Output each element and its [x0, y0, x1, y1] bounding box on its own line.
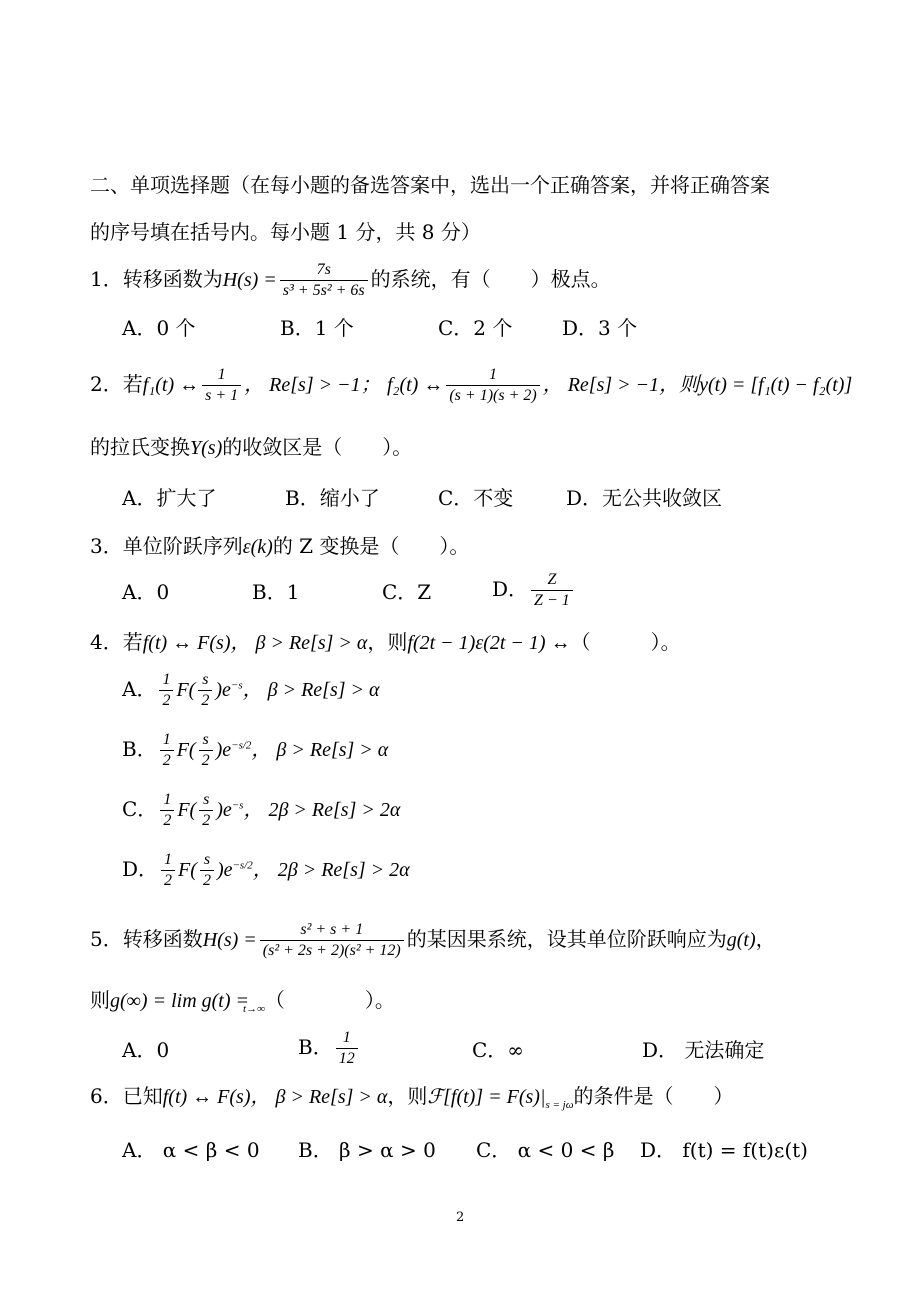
- q5-option-b: B． $\frac{1}{12}$: [298, 1030, 361, 1067]
- question-5-line2: 则$g(\infty) = \lim g(t) =_{t\to\infty}$（ ）。: [90, 988, 395, 1015]
- q6-option-c: C． α < 0 < β: [476, 1138, 615, 1162]
- question-6: 6．已知f(t) ↔ F(s)， β > Re[s] > α，则ℱ[f(t)] = $F(s)|_{s = j\omega}$的条件是（ ）: [90, 1084, 734, 1111]
- q3-option-c: C．Z: [382, 580, 432, 604]
- question-2-line2: 的拉氏变换Y(s)的收敛区是（ ）。: [90, 435, 413, 459]
- section-header-line2: 的序号填在括号内。每小题 1 分，共 8 分）: [90, 220, 481, 244]
- question-1: 1．转移函数为H(s) = $\frac{7s}{\text{s³ + 5s² + 6s}}$ 的系统，有（ ）极点。: [90, 261, 611, 299]
- question-5: 5．转移函数H(s) = $\frac{\text{s² + s + 1}}{\text{(s² + 2s + 2)(s² + 12)}}$ 的某因果系统，设其单位阶跃响应为g(t)，: [90, 921, 776, 959]
- q1-option-c: C．2 个: [438, 316, 513, 340]
- page-number: 2: [456, 1210, 465, 1225]
- q1-option-d: D．3 个: [562, 316, 638, 340]
- section-header-line1: 二、单项选择题（在每小题的备选答案中，选出一个正确答案，并将正确答案: [90, 173, 770, 197]
- q4-option-c: C． $\frac{1}{2}$ F( $\frac{s}{2}$ )$e^{-s}$， 2β > Re[s] > 2α: [122, 791, 401, 829]
- q5-option-c: C．∞: [472, 1038, 524, 1062]
- question-2: 2．若f₁(t) ↔ $\frac{1}{s + 1}$ ， Re[s] > −1； f₂(t) ↔ $\frac{1}{(s + 1)(s + 2)}$ ， Re[s] > −1，则y(t) = [f₁(t) − f₂(t)]: [90, 366, 853, 404]
- q2-option-c: C．不变: [438, 486, 514, 510]
- q6-option-a: A． α < β < 0: [122, 1138, 260, 1162]
- q4-option-b: B． $\frac{1}{2}$ F( $\frac{s}{2}$ )$e^{-s/2}$， β > Re[s] > α: [122, 731, 389, 769]
- q3-option-d: D． $\frac{Z}{Z - 1}$: [492, 572, 576, 609]
- q3-option-a: A．0: [122, 580, 170, 604]
- q5-option-a: A．0: [122, 1038, 170, 1062]
- q4-option-a: A． $\frac{1}{2}$ F( $\frac{s}{2}$ )$e^{-s}$， β > Re[s] > α: [122, 671, 380, 709]
- question-3: 3．单位阶跃序列ε(k)的 Z 变换是（ ）。: [90, 534, 470, 558]
- question-4: 4．若f(t) ↔ F(s)， β > Re[s] > α，则f(2t − 1)ε(2t − 1) ↔（ ）。: [90, 630, 681, 654]
- q2-option-b: B．缩小了: [285, 486, 380, 510]
- q1-option-b: B．1 个: [280, 316, 354, 340]
- q2-option-d: D．无公共收敛区: [566, 486, 723, 510]
- q4-option-d: D． $\frac{1}{2}$ F( $\frac{s}{2}$ )$e^{-s/2}$， 2β > Re[s] > 2α: [122, 851, 410, 889]
- q6-option-d: D． f(t) = f(t)ε(t): [640, 1138, 808, 1162]
- q1-option-a: A．0 个: [122, 316, 196, 340]
- q3-option-b: B．1: [252, 580, 300, 604]
- q5-option-d: D． 无法确定: [642, 1038, 765, 1062]
- q6-option-b: B． β > α > 0: [298, 1138, 436, 1162]
- q2-option-a: A．扩大了: [122, 486, 217, 510]
